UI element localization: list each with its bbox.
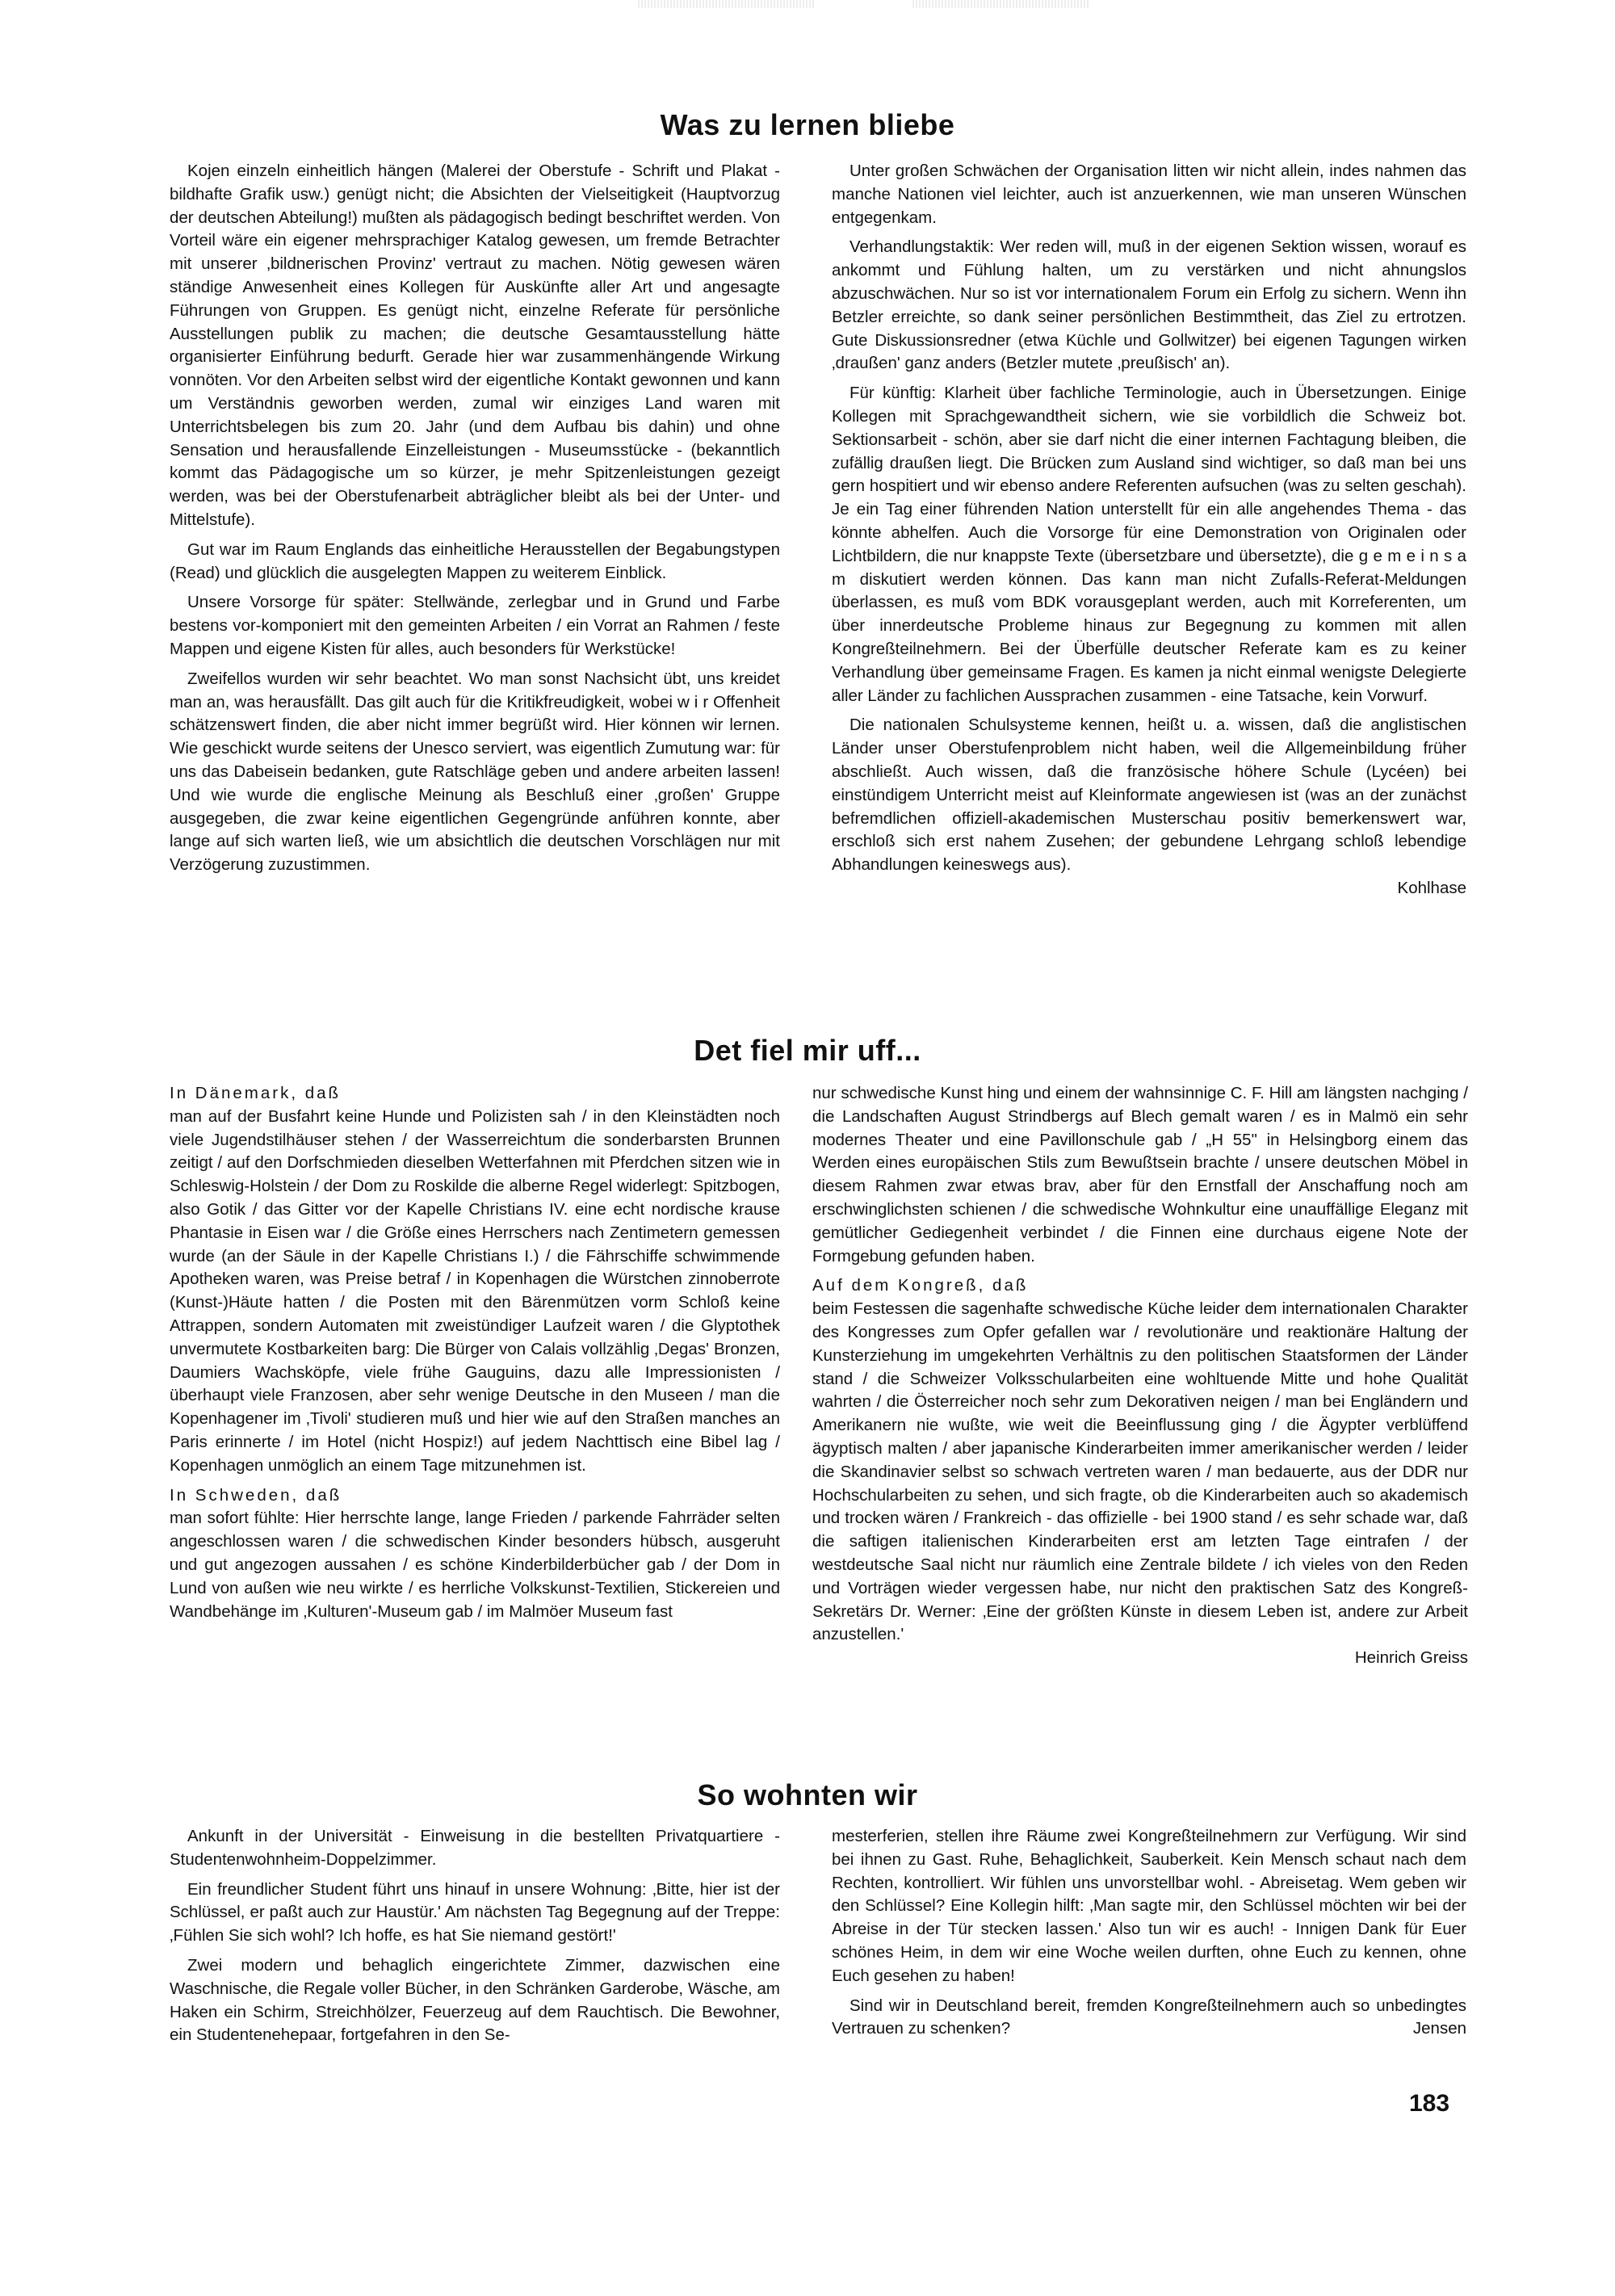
section1-left-column [170,160,780,884]
paragraph: beim Festessen die sagenhafte schwedische Küche leider dem internationalen Charakter des Kongresses zum Opfer gefallen war / revolutionäre und reaktionäre Haltung der Kunsterziehung im umgekehrten Verhältnis zu den politischen Staatsformen der Länder stand / die Schweizer Volksschularbeiten eine wohltuende Mitte und hohe Qualität wahrten / die Österreicher noch sehr zum Dekorativen neigen / man bei Engländern und Amerikanern nie wußte, wie weit die Beeinflussung ging / die Ägypter verblüffend ägyptisch malten / aber japanische Kinderarbeiten immer amerikanischer werden / leider die Skandinavier selbst so schwach vertreten waren / man bedauerte, aus der DDR nur Hochschularbeiten zu sehen, und sich fragte, ob die Kinderarbeiten auch so akademisch und trocken wären / Frankreich - das offizielle - bei 1900 stand / es sehr schade war, daß die saftigen italienischen Kinderarbeiten erst am letzten Tage eintrafen / der westdeutsche Saal nicht nur räumlich eine Zentrale bildete / ich vieles von den Reden und Vorträgen wieder vergessen habe, nur nicht den praktischen Satz des Kongreß-Sekretärs Dr. Werner: ‚Eine der größten Künste in diesem Leben ist, andere zur Arbeit anzustellen.' [812,1299,1468,1644]
article-title-det-fiel-mir-uff: Det fiel mir uff... [694,1034,921,1067]
section2-left-column [170,1082,780,1623]
paragraph: man sofort fühlte: Hier herrschte lange, lange Frieden / parkende Fahrräder selten angeschlossen waren / die schwedischen Kinder besonders hübsch, ausgeruht und gut angezogen aussahen / es schöne Kinderbilderbücher gab / der Dom in Lund von außen wie neu wirkte / es herrliche Volkskunst-Textilien, Stickereien und Wandbehänge im ‚Kulturen'-Museum gab / im Malmöer Museum fast [170,1509,780,1621]
scan-artifact [912,0,1090,8]
paragraph: Für künftig: Klarheit über fachliche Terminologie, auch in Übersetzungen. Einige Kollegen mit Sprachgewandtheit sichern, wie sie vorbildlich die Schweiz bot. Sektionsarbeit - schön, aber sie darf nicht die einer internen Fachtagung bleiben, die zufällig draußen liegt. Die Brücken zum Ausland sind wichtiger, so daß man bei uns gern hospitiert und wir ebenso andere Referenten aufsuchen (was zu selten geschah). Je ein Tag einer führenden Nation unterstellt für ein alle angehendes Thema - das könnte abhelfen. Auch die Vorsorge für eine Demonstration von Originalen oder Lichtbildern, die nur knappste Texte (übersetzbare und übersetzte), die g e m e i n s a m diskutiert werden können. Das kann man nicht Zufalls-Referat-Meldungen überlassen, es muß vom BDK vorausgeplant werden, auch mit Korreferenten, um über innerdeutsche Probleme hinaus zur Begegnung zu kommen mit allen Kongreßteilnehmern. Bei der Überfülle deutscher Referate kam es zu keiner Verhandlung über gemeinsame Fragen. Es kamen ja nicht einmal wenigste Delegierte aller Länder zu fachlichen Aussprachen zusammen - eine Tatsache, kein Vorwurf. [832,384,1466,705]
paragraph: Ankunft in der Universität - Einweisung in die bestellten Privatquartiere - Studentenwohnheim-Doppelzimmer. [170,1827,780,1869]
author-signature: Kohlhase [1397,878,1466,897]
paragraph: nur schwedische Kunst hing und einem der wahnsinnige C. F. Hill am längsten nachging / die Landschaften August Strindbergs auf Blech gemalt waren / es in Malmö ein sehr modernes Theater und eine Pavillonschule gab / „H 55" in Helsingborg einem das Werden eines europäischen Stils zum Bewußtsein brachte / unsere deutschen Möbel in diesem Rahmen zwar etwas brav, aber für den Ernstfall der Anschaffung noch am erschwinglichsten schienen / die schwedische Wohnkultur eine unauffällige Eleganz mit gemütlicher Gediegenheit verbindet / die Finnen eine durchaus eigene Note der Formgebung gefunden haben. [812,1084,1468,1266]
subheading-denmark: In Dänemark, daß [170,1084,342,1102]
paragraph: mesterferien, stellen ihre Räume zwei Kongreßteilnehmern zur Verfügung. Wir sind bei ihnen zu Gast. Ruhe, Behaglichkeit, Sauberkeit. Kein Mensch schaut nach dem Rechten, kontrolliert. Wir fühlen uns unvorstellbar wohl. - Abreisetag. Wem geben wir den Schlüssel? Eine Kollegin hilft: ‚Man sagte mir, den Schlüssel möchten wir bei der Abreise in der Tür stecken lassen.' Also tun wir es auch! - Innigen Dank für Euer schönes Heim, in dem wir eine Woche weilen durften, ohne Euch zu kennen, ohne Euch gesehen zu haben! [832,1827,1466,1985]
paragraph: Verhandlungstaktik: Wer reden will, muß in der eigenen Sektion wissen, worauf es ankommt und Fühlung halten, um zu verstärken und nicht ahnungslos abzuschwächen. Nur so ist vor internationalem Forum ein Erfolg zu sichern. Wenn ihn Betzler erreichte, so dank seiner persönlichen Bestimmtheit, das Ziel zu ertrotzen. Gute Diskussionsredner (etwa Küchle und Gollwitzer) bei eigenen Tagungen wirken ‚draußen' ganz anders (Betzler mutete ‚preußisch' an). [832,237,1466,373]
section3-left-column [170,1825,780,2054]
paragraph: Ein freundlicher Student führt uns hinauf in unsere Wohnung: ‚Bitte, hier ist der Schlüssel, er paßt auch zur Haustür.' Am nächsten Tag Begegnung auf der Treppe: ‚Fühlen Sie sich wohl? Ich hoffe, es hat Sie niemand gestört!' [170,1879,780,1946]
subheading-congress: Auf dem Kongreß, daß [812,1276,1029,1295]
paragraph: Unter großen Schwächen der Organisation litten wir nicht allein, indes nahmen das manche Nationen viel leichter, auch ist anzuerkennen, wie man unseren Wünschen entgegenkam. [832,162,1466,227]
paragraph: Die nationalen Schulsysteme kennen, heißt u. a. wissen, daß die anglistischen Länder unser Oberstufenproblem nicht haben, weil die Allgemeinbildung früher abschließt. Auch wissen, daß die französische höhere Schule (Lycéen) bei einstündigem Unterricht meist auf Kleinformate angewiesen ist (was an der zunächst befremdlichen offiziell-akademischen Musterschau positiv bemerkenswert war, erschloß sich erst nahem Zusehen; der gebundene Lehrgang schloß lebendige Abhandlungen keineswegs aus). [832,716,1466,875]
paragraph: Gut war im Raum Englands das einheitliche Herausstellen der Begabungstypen (Read) und glücklich die ausgelegten Mappen zu weiterem Einblick. [170,539,780,582]
paragraph: Zweifellos wurden wir sehr beachtet. Wo man sonst Nachsicht übt, uns kreidet man an, was herausfällt. Das gilt auch für die Kritikfreudigkeit, wobei w i r Offenheit schätzenswert finden, die aber nicht immer begrüßt wird. Hier können wir lernen. Wie geschickt wurde seitens der Unesco serviert, was eigentlich Zumutung war: für uns das Dabeisein bedanken, gute Ratschläge geben und andere arbeiten lassen! Und wie wurde die englische Meinung als Beschluß einer ‚großen' Gruppe ausgegeben, die zwar keine eigentlichen Gegengründe anführen konnte, aber lange auf sich warten ließ, wie um absichtlich die deutschen Vorschlägen nur mit Verzögerung zuzustimmen. [170,669,780,875]
paragraph: Sind wir in Deutschland bereit, fremden Kongreßteilnehmern auch so unbedingtes Vertrauen zu schenken? [832,1996,1466,2038]
article-title-was-zu-lernen-bliebe: Was zu lernen bliebe [660,108,955,141]
scan-artifact [638,0,816,8]
subheading-sweden: In Schweden, daß [170,1485,342,1505]
section2-right-column [812,1082,1468,1670]
paragraph: Unsere Vorsorge für später: Stellwände, zerlegbar und in Grund und Farbe bestens vor-komponiert mit den gemeinten Arbeiten / ein Vorrat an Rahmen / feste Mappen und eigene Kisten für alles, auch besonders für Werkstücke! [170,593,780,658]
page-number: 183 [1409,2090,1450,2117]
paragraph: Zwei modern und behaglich eingerichtete Zimmer, dazwischen eine Waschnische, die Regale voller Bücher, in den Schränken Garderobe, Wäsche, am Haken ein Schirm, Streichhölzer, Feuerzeug auf dem Rauchtisch. Die Bewohner, ein Studentenehepaar, fortgefahren in den Se- [170,1955,780,2045]
section3-right-column [832,1825,1466,2041]
paragraph: man auf der Busfahrt keine Hunde und Polizisten sah / in den Kleinstädten noch viele Jugendstilhäuser stehen / der Wasserreichtum die sonderbarsten Brunnen zeitigt / auf den Dorfschmieden dieselben Wetterfahnen mit Pferdchen sitzen wie in Schleswig-Holstein / der Dom zu Roskilde die alberne Regel widerlegt: Spitzbogen, also Gotik / das Gitter vor der Kapelle Christians IV. eine echt nordische krause Phantasie in Eisen war / die Größe eines Herrschers nach Zentimetern gemessen wurde (an der Säule in der Kapelle Christians I.) / die Fährschiffe schwimmende Apotheken waren, was Preise betraf / in Kopenhagen die Würstchen zinnoberrote (Kunst-)Häute hatten / die Posten mit den Bärenmützen vorm Schloß keine Attrappen, sondern Automaten mit zweistündiger Laufzeit waren / die Glyptothek unvermutete Kostbarkeiten barg: Die Bürger von Calais vollzählig ‚Degas' Bronzen, Daumiers Wachsköpfe, viele frühe Gauguins, dazu alle Impressionisten / überhaupt viele Franzosen, aber sehr wenige Deutsche in den Museen / man die Kopenhagener im ‚Tivoli' studieren muß und hier wie auf den Straßen manches an Paris erinnerte / im Hotel (nicht Hospiz!) auf jedem Nachttisch eine Bibel lag / Kopenhagen unmöglich an einem Tage mitzunehmen ist. [170,1106,780,1475]
author-signature: Heinrich Greiss [1354,1648,1468,1668]
section1-right-column [832,160,1466,900]
author-signature: Jensen [1412,2019,1466,2038]
paragraph: Kojen einzeln einheitlich hängen (Malerei der Oberstufe - Schrift und Plakat - bildhafte Grafik usw.) genügt nicht; die Absichten der Vielseitigkeit (Hauptvorzug der deutschen Abteilung!) mußten als pädagogisch bedingt beschriftet werden. Von Vorteil wäre ein eigener mehrsprachiger Katalog gewesen, um fremde Betrachter mit unserer ‚bildnerischen Provinz' vertraut zu machen. Nötig gewesen wären ständige Anwesenheit eines Kollegen für Auskünfte aller Art und angesagte Führungen von Gruppen. Es genügt nicht, einzelne Referate für persönliche Ausstellungen publik zu machen; die deutsche Gesamtausstellung hätte organisierter Einführung bedurft. Gerade hier war zusammenhängende Wirkung vonnöten. Vor den Arbeiten selbst wird der eigentliche Kontakt gewonnen und kann um Verständnis geworben werden, zumal wir einziges Land waren mit Unterrichtsbelegen bis zum 20. Jahr (und dem Aufbau bis dahin) und ohne Sensation und herausfallende Einzelleistungen - Museumsstücke - (bekanntlich kommt das Pädagogische um so kürzer, je mehr Spitzenleistungen gezeigt werden, was bei der Oberstufenarbeit abträglicher bleibt als bei der Unter- und Mittelstufe). [170,162,780,529]
article-title-so-wohnten-wir: So wohnten wir [697,1778,918,1811]
